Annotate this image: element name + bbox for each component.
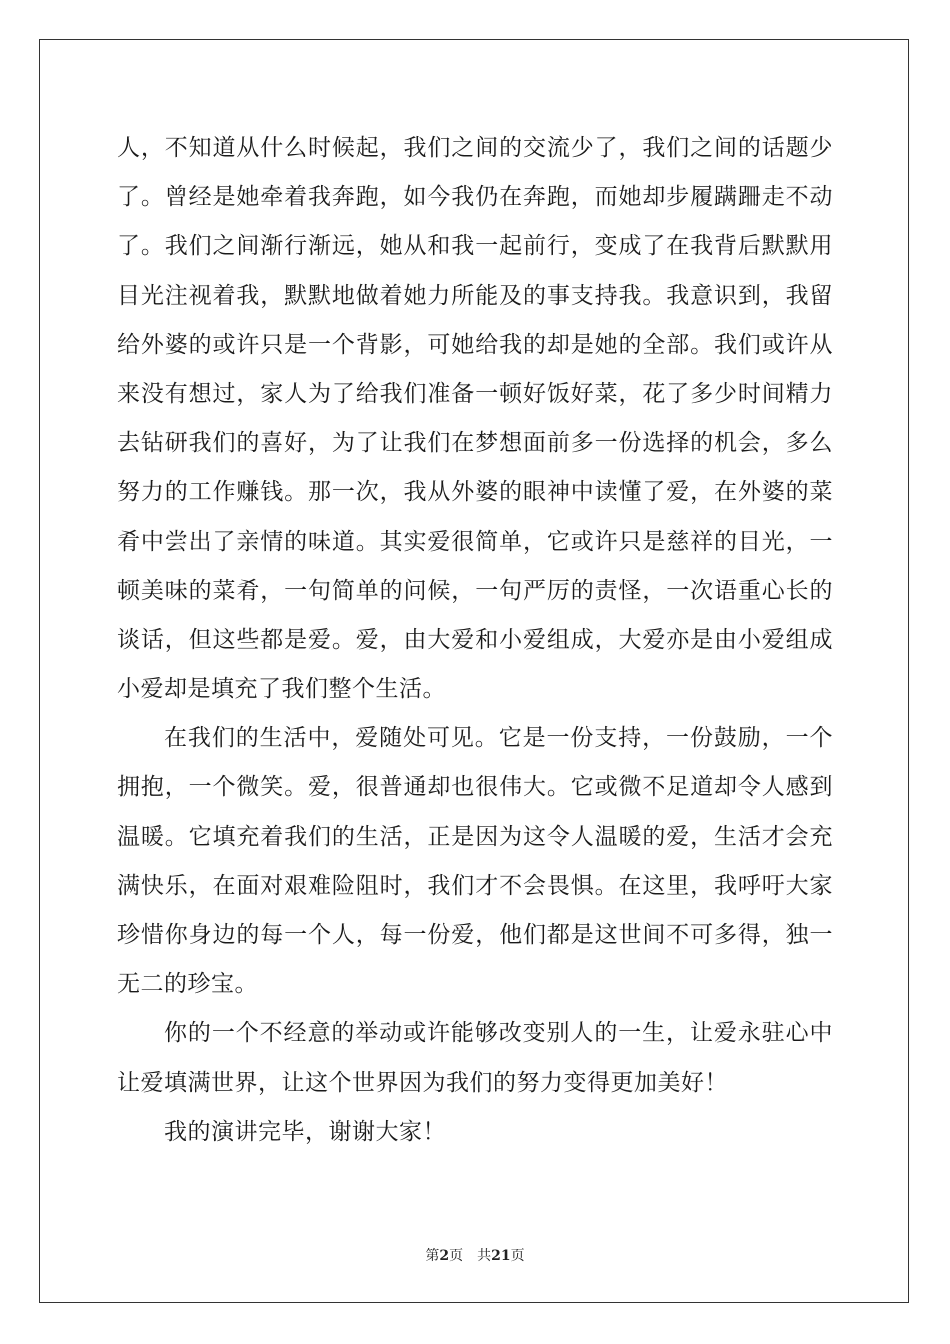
page-number: 2	[439, 1248, 450, 1264]
text-line: 无二的珍宝。	[117, 971, 258, 998]
text-line: 满快乐，在面对艰难险阻时，我们才不会畏惧。在这里，我呼吁大家	[117, 872, 833, 899]
text-line: 人，不知道从什么时候起，我们之间的交流少了，我们之间的话题少	[117, 135, 833, 161]
text-line: 顿美味的菜肴，一句简单的问候，一句严厉的责怪，一次语重心长的	[117, 577, 833, 604]
page-footer	[0, 1247, 950, 1265]
total-pages: 21	[491, 1248, 511, 1264]
text-line: 给外婆的或许只是一个背影，可她给我的却是她的全部。我们或许从	[117, 331, 833, 358]
total-prefix: 共	[477, 1248, 492, 1264]
text-line: 目光注视着我，默默地做着她力所能及的事支持我。我意识到，我留	[117, 282, 833, 309]
text-line: 温暖。它填充着我们的生活，正是因为这令人温暖的爱，生活才会充	[117, 823, 833, 850]
text-line: 小爱却是填充了我们整个生活。	[117, 676, 446, 703]
text-line: 谈话，但这些都是爱。爱，由大爱和小爱组成，大爱亦是由小爱组成	[117, 626, 833, 653]
text-line: 了。曾经是她牵着我奔跑，如今我仍在奔跑，而她却步履蹒跚走不动	[117, 184, 833, 211]
text-line: 让爱填满世界，让这个世界因为我们的努力变得更加美好！	[117, 1069, 728, 1096]
page-prefix: 第	[425, 1248, 440, 1264]
total-suffix: 页	[510, 1248, 525, 1264]
paragraph	[117, 124, 833, 714]
text-line: 了。我们之间渐行渐远，她从和我一起前行，变成了在我背后默默用	[117, 233, 833, 260]
text-line: 去钻研我们的喜好，为了让我们在梦想面前多一份选择的机会，多么	[117, 430, 833, 457]
text-line: 努力的工作赚钱。那一次，我从外婆的眼神中读懂了爱，在外婆的菜	[117, 479, 833, 506]
text-line: 你的一个不经意的举动或许能够改变别人的一生，让爱永驻心中	[164, 1020, 833, 1047]
text-line: 在我们的生活中，爱随处可见。它是一份支持，一份鼓励，一个	[164, 725, 833, 752]
document-body	[117, 124, 833, 1157]
paragraph	[117, 1009, 833, 1107]
text-line: 我的演讲完毕，谢谢大家！	[164, 1118, 446, 1145]
page-suffix: 页	[449, 1248, 464, 1264]
paragraph	[117, 714, 833, 1009]
text-line: 肴中尝出了亲情的味道。其实爱很简单，它或许只是慈祥的目光，一	[117, 528, 833, 555]
text-line: 拥抱，一个微笑。爱，很普通却也很伟大。它或微不足道却令人感到	[117, 774, 833, 801]
paragraph	[117, 1108, 833, 1157]
text-line: 来没有想过，家人为了给我们准备一顿好饭好菜，花了多少时间精力	[117, 380, 833, 407]
text-line: 珍惜你身边的每一个人，每一份爱，他们都是这世间不可多得，独一	[117, 922, 833, 948]
